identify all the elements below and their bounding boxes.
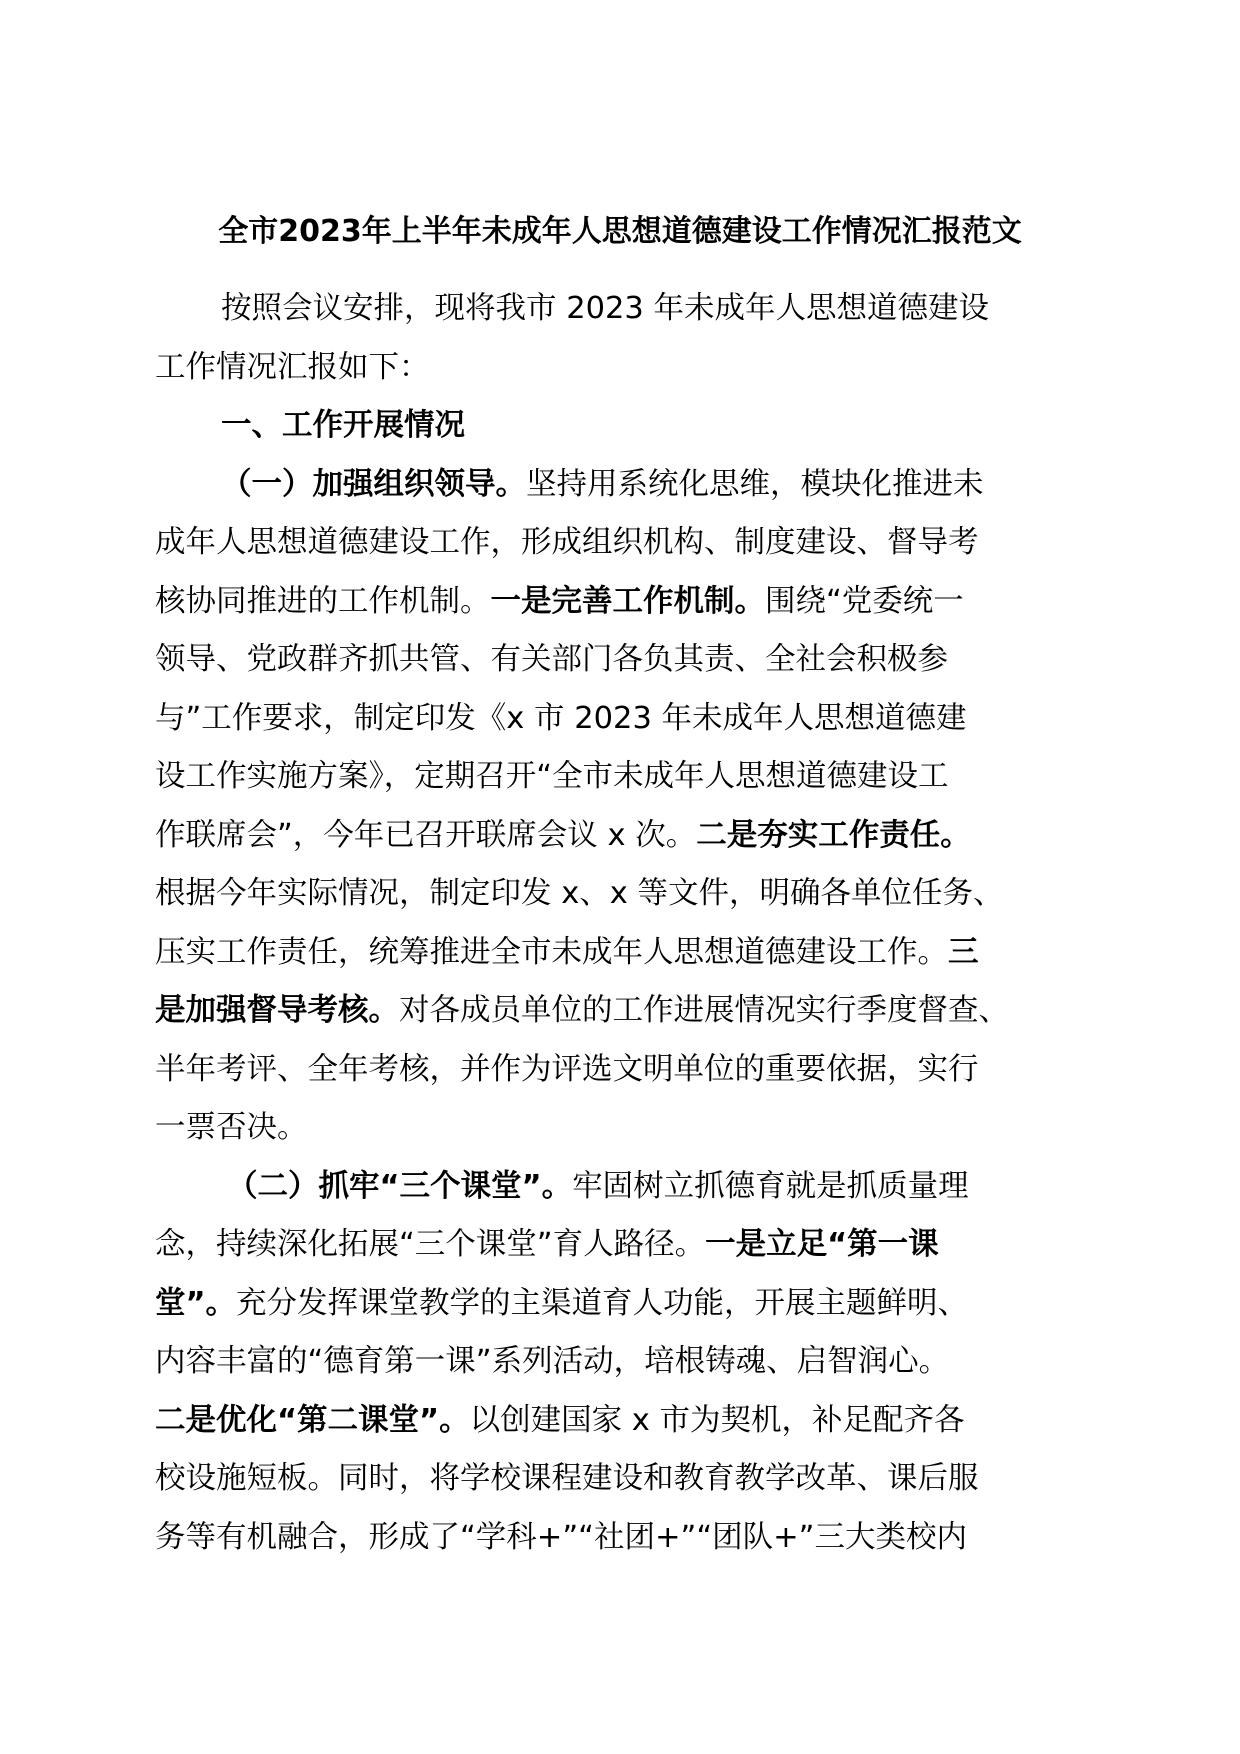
paragraph-line: 成年人思想道德建设工作，形成组织机构、制度建设、督导考: [155, 525, 979, 560]
intro-line: 按照会议安排，现将我市 2023 年未成年人思想道德建设: [221, 291, 990, 326]
body-text: 围绕“党委统一: [765, 583, 964, 619]
paragraph-line: 领导、党政群齐抓共管、有关部门各负其责、全社会积极参: [155, 642, 948, 677]
subheading: 二是夯实工作责任。: [696, 817, 971, 853]
paragraph-line: [155, 1158, 1065, 1217]
body-text: 坚持用系统化思维，模块化推进未: [526, 466, 984, 502]
body-text: 以创建国家 x 市为契机，补足配齐各: [469, 1402, 965, 1438]
body-text: 念，持续深化拓展“三个课堂”育人路径。: [155, 1227, 706, 1262]
section-heading: [155, 397, 1065, 456]
paragraph-line: 一票否决。: [155, 1110, 308, 1145]
paragraph-line: 半年考评、全年考核，并作为评选文明单位的重要依据，实行: [155, 1051, 979, 1087]
document-title: 全市2023年上半年未成年人思想道德建设工作情况汇报范文: [218, 214, 1022, 249]
subheading: 三: [948, 934, 979, 970]
intro-line: 工作情况汇报如下：: [155, 349, 430, 385]
paragraph-line: [155, 924, 1065, 983]
subheading: 二是优化“第二课堂”。: [155, 1402, 470, 1438]
body-text: 对各成员单位的工作进展情况实行季度督查、: [399, 993, 1009, 1028]
paragraph-line: [155, 1392, 1065, 1451]
subheading: 堂”。: [155, 1285, 237, 1321]
paragraph-line: [155, 456, 1065, 515]
paragraph-line: 根据今年实际情况，制定印发 x、x 等文件，明确各单位任务、: [155, 876, 1004, 911]
body-text: 核协同推进的工作机制。: [155, 583, 491, 619]
paragraph-line: 校设施短板。同时，将学校课程建设和教育教学改革、课后服: [155, 1461, 979, 1496]
subheading: （二）抓牢“三个课堂”。: [227, 1168, 573, 1204]
body-text: 作联席会”，今年已召开联席会议 x 次。: [155, 817, 697, 853]
paragraph-line: [155, 1216, 1065, 1275]
subheading: 一是立足“第一课: [705, 1227, 939, 1262]
section-heading-text: 一、工作开展情况: [221, 408, 465, 443]
paragraph-line: [155, 1275, 1065, 1334]
paragraph-line: 设工作实施方案》，定期召开“全市未成年人思想道德建设工: [155, 759, 949, 794]
paragraph-line: 内容丰富的“德育第一课”系列活动，培根铸魂、启智润心。: [155, 1344, 950, 1379]
document-body: [155, 280, 1065, 1567]
paragraph-line: 务等有机融合，形成了“学科+”“社团+”“团队+”三大类校内: [155, 1519, 967, 1555]
paragraph-line: [155, 982, 1065, 1041]
body-text: 牢固树立抓德育就是抓质量理: [572, 1168, 969, 1204]
paragraph-line: [155, 807, 1065, 866]
subheading: （一）加强组织领导。: [221, 466, 526, 502]
body-text: 压实工作责任，统筹推进全市未成年人思想道德建设工作。: [155, 934, 948, 970]
paragraph-line: 与”工作要求，制定印发《x 市 2023 年未成年人思想道德建: [155, 700, 967, 736]
subheading: 是加强督导考核。: [155, 993, 399, 1028]
paragraph-line: [155, 573, 1065, 632]
body-text: 充分发挥课堂教学的主渠道育人功能，开展主题鲜明、: [236, 1285, 969, 1321]
subheading: 一是完善工作机制。: [490, 583, 765, 619]
